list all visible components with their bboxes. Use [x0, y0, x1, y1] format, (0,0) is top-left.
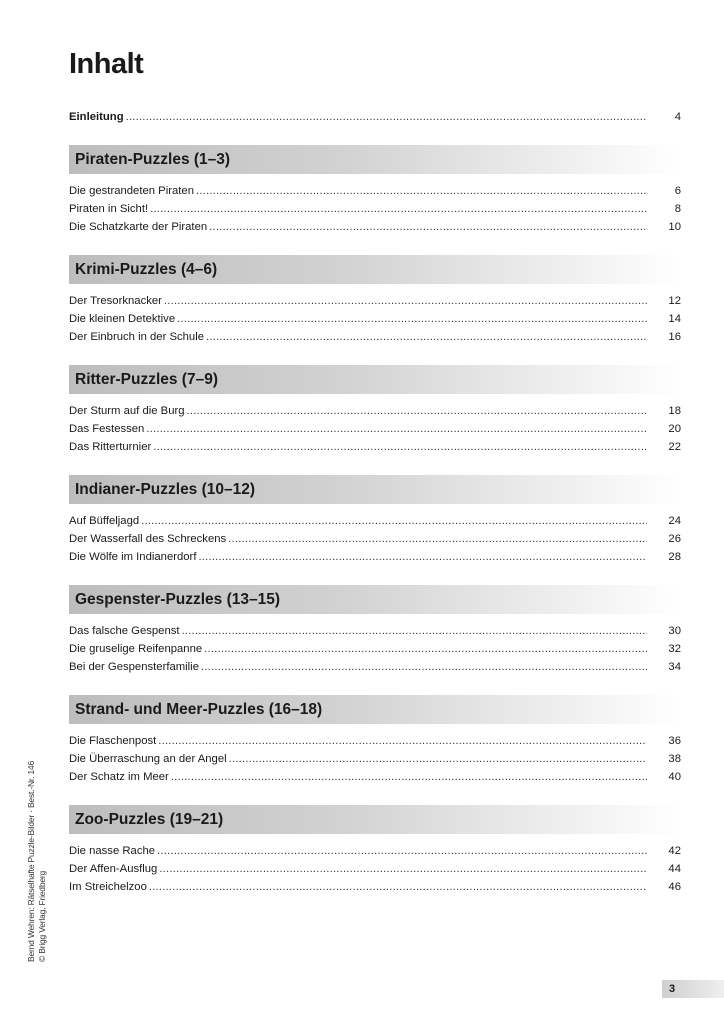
toc-entry [69, 420, 681, 438]
section-heading: Gespenster-Puzzles (13–15) [69, 585, 681, 614]
toc-entry-page: 14 [668, 313, 681, 325]
leader-dots [158, 732, 647, 750]
toc-entry-page: 40 [668, 771, 681, 783]
leader-dots [141, 512, 647, 530]
toc-entry-page: 4 [674, 111, 681, 123]
toc-entry [69, 328, 681, 346]
toc-entry-label: Die Wölfe im Indianerdorf [69, 551, 197, 563]
toc-entry-page: 16 [668, 331, 681, 343]
toc-entry [69, 200, 681, 218]
toc-entry-label: Der Affen-Ausflug [69, 863, 158, 875]
toc-entry-label: Der Einbruch in der Schule [69, 331, 205, 343]
toc-entry-page: 8 [674, 203, 681, 215]
toc-entry-label: Die Überraschung an der Angel [69, 753, 227, 765]
toc-entry-label: Piraten in Sicht! [69, 203, 149, 215]
toc-entry-label: Einleitung [69, 111, 124, 123]
toc-entry-page: 42 [668, 845, 681, 857]
toc-entry-page: 46 [668, 881, 681, 893]
leader-dots [198, 548, 647, 566]
copyright-sidebar [26, 761, 47, 962]
leader-dots [159, 860, 647, 878]
toc-entry-label: Die nasse Rache [69, 845, 156, 857]
toc-section [69, 695, 681, 786]
toc-entry-page: 30 [668, 625, 681, 637]
leader-dots [201, 658, 647, 676]
toc-entry-page: 10 [668, 221, 681, 233]
toc-entry-label: Die Flaschenpost [69, 735, 157, 747]
section-heading: Zoo-Puzzles (19–21) [69, 805, 681, 834]
toc-entry-label: Das falsche Gespenst [69, 625, 180, 637]
leader-dots [182, 622, 647, 640]
toc-entry-page: 6 [674, 185, 681, 197]
toc-entry-label: Auf Büffeljagd [69, 515, 140, 527]
toc-entry-label: Die Schatzkarte der Piraten [69, 221, 208, 233]
leader-dots [206, 328, 647, 346]
toc-entry [69, 218, 681, 236]
toc-entry-label: Der Sturm auf die Burg [69, 405, 185, 417]
leader-dots [153, 438, 647, 456]
toc-entry-label: Die kleinen Detektive [69, 313, 176, 325]
toc-entry [69, 182, 681, 200]
leader-dots [177, 310, 647, 328]
toc-entry [69, 512, 681, 530]
leader-dots [126, 108, 647, 126]
toc-entry [69, 732, 681, 750]
leader-dots [149, 878, 647, 896]
toc-entry [69, 658, 681, 676]
toc-entry [69, 292, 681, 310]
toc-entry [69, 530, 681, 548]
toc-entry-label: Die gestrandeten Piraten [69, 185, 194, 197]
toc-entry-label: Im Streichelzoo [69, 881, 147, 893]
leader-dots [150, 200, 647, 218]
leader-dots [228, 530, 647, 548]
toc-entry-page: 36 [668, 735, 681, 747]
toc-section [69, 255, 681, 346]
toc-entry [69, 768, 681, 786]
toc-entry [69, 438, 681, 456]
toc-entry-page: 18 [668, 405, 681, 417]
table-of-contents [69, 108, 681, 896]
section-heading: Ritter-Puzzles (7–9) [69, 365, 681, 394]
section-heading: Piraten-Puzzles (1–3) [69, 145, 681, 174]
toc-entry-label: Das Ritterturnier [69, 441, 152, 453]
toc-entry-intro [69, 108, 681, 126]
toc-entry-page: 22 [668, 441, 681, 453]
toc-entry-page: 32 [668, 643, 681, 655]
toc-entry-page: 28 [668, 551, 681, 563]
toc-entry [69, 622, 681, 640]
leader-dots [229, 750, 647, 768]
toc-entry-label: Der Schatz im Meer [69, 771, 169, 783]
toc-entry [69, 860, 681, 878]
toc-section [69, 585, 681, 676]
leader-dots [196, 182, 647, 200]
toc-entry-page: 24 [668, 515, 681, 527]
toc-entry-page: 12 [668, 295, 681, 307]
section-heading: Krimi-Puzzles (4–6) [69, 255, 681, 284]
leader-dots [157, 842, 647, 860]
toc-entry-page: 44 [668, 863, 681, 875]
copyright-line-2: © Brigg Verlag, Friedberg [36, 870, 47, 962]
leader-dots [204, 640, 647, 658]
toc-entry [69, 402, 681, 420]
toc-entry-label: Der Tresorknacker [69, 295, 162, 307]
toc-entry-label: Die gruselige Reifenpanne [69, 643, 203, 655]
page-title: Inhalt [69, 48, 144, 80]
toc-section [69, 365, 681, 456]
leader-dots [187, 402, 647, 420]
toc-entry-page: 26 [668, 533, 681, 545]
leader-dots [146, 420, 647, 438]
toc-entry-label: Der Wasserfall des Schreckens [69, 533, 227, 545]
toc-entry [69, 750, 681, 768]
toc-section [69, 145, 681, 236]
section-heading: Strand- und Meer-Puzzles (16–18) [69, 695, 681, 724]
toc-entry-page: 34 [668, 661, 681, 673]
toc-entry-label: Das Festessen [69, 423, 145, 435]
toc-section [69, 475, 681, 566]
page-number: 3 [662, 980, 724, 998]
toc-entry-page: 20 [668, 423, 681, 435]
toc-section [69, 805, 681, 896]
toc-entry [69, 842, 681, 860]
toc-entry [69, 640, 681, 658]
toc-entry-page: 38 [668, 753, 681, 765]
copyright-line-1: Bernd Wehren: Rätselhafte Puzzle-Bilder · Best.-Nr. 146 [26, 761, 36, 962]
toc-entry [69, 548, 681, 566]
leader-dots [209, 218, 647, 236]
leader-dots [164, 292, 647, 310]
toc-entry-label: Bei der Gespensterfamilie [69, 661, 199, 673]
toc-entry [69, 310, 681, 328]
leader-dots [171, 768, 647, 786]
toc-entry [69, 878, 681, 896]
section-heading: Indianer-Puzzles (10–12) [69, 475, 681, 504]
